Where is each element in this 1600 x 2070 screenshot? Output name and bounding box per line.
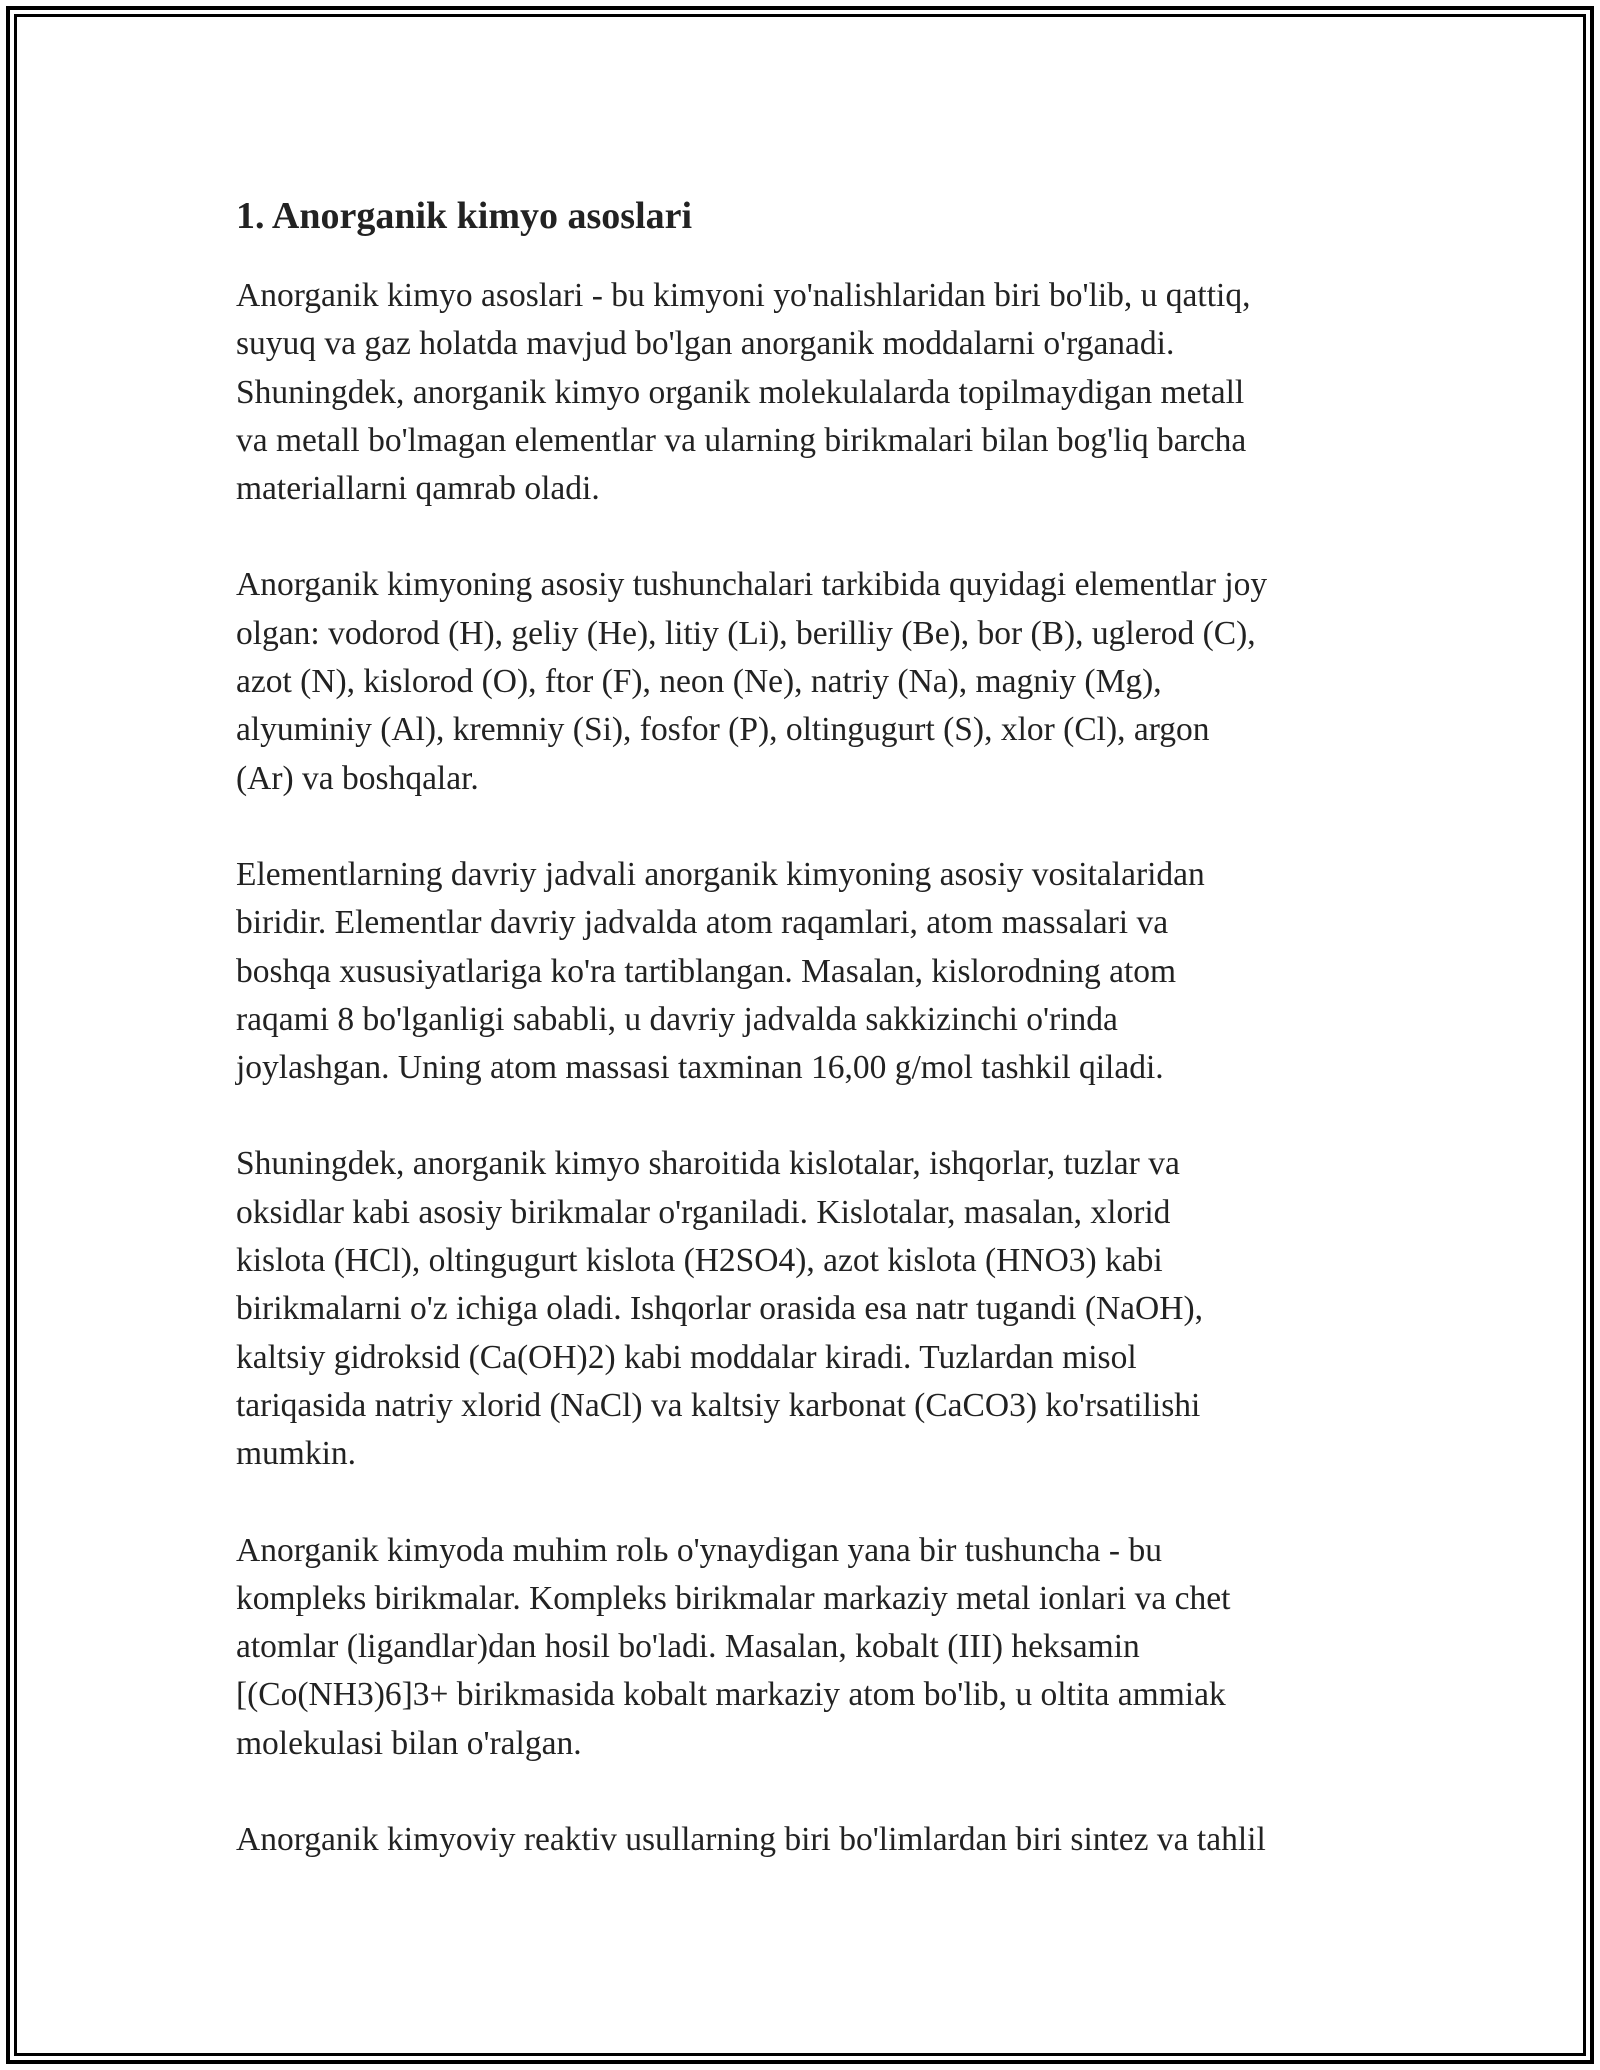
paragraph-compounds: Shuningdek, anorganik kimyo sharoitida kislotalar, ishqorlar, tuzlar va oksidlar kabi asosiy birikmalar o'rganiladi. Kislotalar, masalan, xlorid kislota (HCl), oltingugurt kislota (H2SO4), azot kislota (HNO3) kabi birikmalarni o'z ichiga oladi. Ishqorlar orasida esa natr tugandi (NaOH), kaltsiy gidroksid (Ca(OH)2) kabi moddalar kiradi. Tuzlardan misol tariqasida natriy xlorid (NaCl) va kaltsiy karbonat (CaCO3) ko'rsatilishi mumkin. xyxy=(236,1145,1203,1473)
document-body xyxy=(236,188,1386,1912)
paragraph-intro: Anorganik kimyo asoslari - bu kimyoni yo'nalishlaridan biri bo'lib, u qattiq, suyuq va gaz holatda mavjud bo'lgan anorganik moddalarni o'rganadi. Shuningdek, anorganik kimyo organik molekulalarda topilmaydigan metall va metall bo'lmagan elementlar va ularning birikmalari bilan bog'liq barcha materiallarni qamrab oladi. xyxy=(236,277,1251,508)
paragraph-periodic-table: Elementlarning davriy jadvali anorganik kimyoning asosiy vositalaridan biridir. Elementlar davriy jadvalda atom raqamlari, atom massalari va boshqa xususiyatlariga ko'ra tartiblangan. Masalan, kislorodning atom raqami 8 bo'lganligi sababli, u davriy jadvalda sakkizinchi o'rinda joylashgan. Uning atom massasi taxminan 16,00 g/mol tashkil qiladi. xyxy=(236,855,1205,1087)
paragraph-reactive-methods: Anorganik kimyoviy reaktiv usullarning biri bo'limlardan biri sintez va tahlil xyxy=(236,1821,1266,1859)
paragraph-complex-compounds: Anorganik kimyoda muhim rolь o'ynaydigan yana bir tushuncha - bu kompleks birikmalar. Kompleks birikmalar markaziy metal ionlari va chet atomlar (ligandlar)dan hosil bo'ladi. Masalan, kobalt (III) heksamin [(Co(NH3)6]3+ birikmasida kobalt markaziy atom bo'lib, u oltita ammiak molekulasi bilan o'ralgan. xyxy=(236,1531,1231,1762)
section-title: 1. Anorganik kimyo asoslari xyxy=(236,195,693,237)
paragraph-elements: Anorganik kimyoning asosiy tushunchalari tarkibida quyidagi elementlar joy olgan: vodorod (H), geliy (He), litiy (Li), berilliy (Be), bor (B), uglerod (C), azot (N), kislorod (O), ftor (F), neon (Ne), natriy (Na), magniy (Mg), alyuminiy (Al), kremniy (Si), fosfor (P), oltingugurt (S), xlor (Cl), argon (Ar) va boshqalar. xyxy=(236,566,1268,797)
